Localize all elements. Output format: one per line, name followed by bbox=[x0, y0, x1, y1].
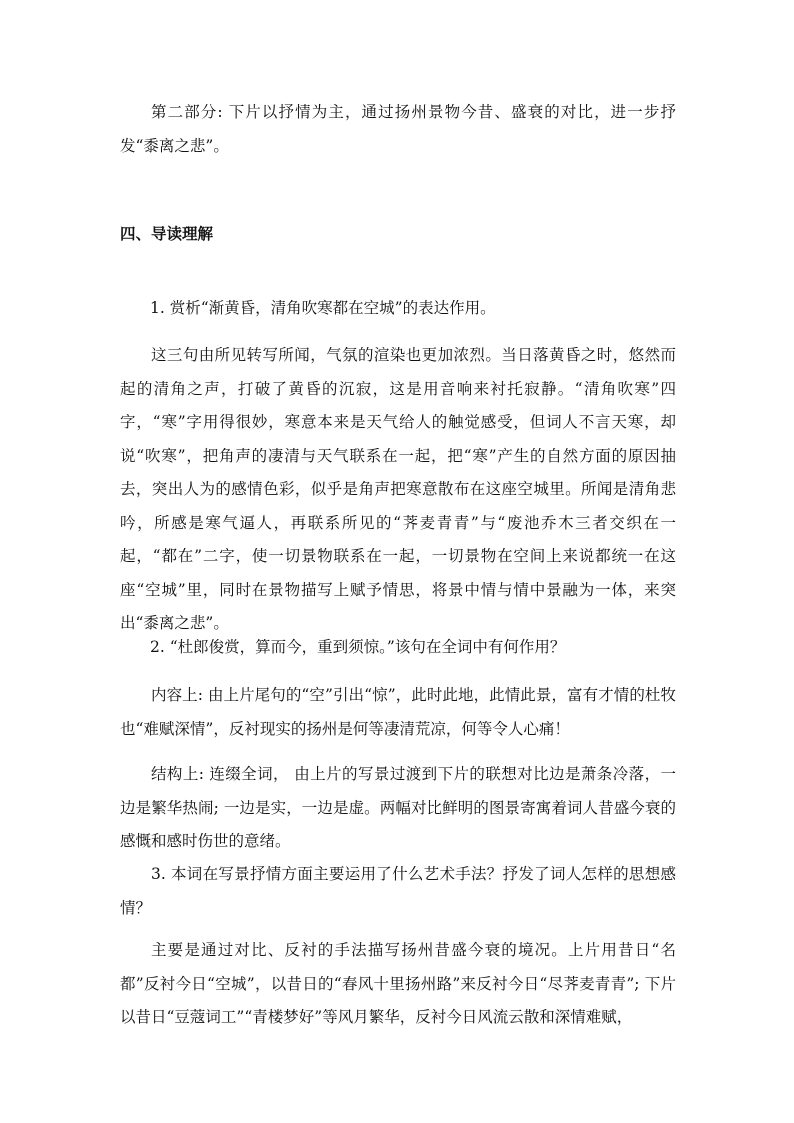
answer-2-structure: 结构上: 连缀全词， 由上片的写景过渡到下片的联想对比边是萧条冷落，一边是繁华热闹; 一边是实，一边是虚。两幅对比鲜明的图景寄寓着词人昔盛今衰的感慨和感时伤世的意绪。 bbox=[120, 765, 676, 850]
section-heading: 四、导读理解 bbox=[120, 225, 214, 243]
answer-1: 这三句由所见转写所闻，气氛的渲染也更加浓烈。当日落黄昏之时，悠然而起的清角之声，打破了黄昏的沉寂，这是用音响来衬托寂静。“清角吹寒”四字，“寒”字用得很妙，寒意本来是天气给人的触觉感受，但词人不言天寒，却说“吹寒”，把角声的凄清与天气联系在一起，把“寒”产生的自然方面的原因抽去，突出人为的感情色彩，似乎是角声把寒意散布在这座空城里。所闻是清角悲吟，所感是寒气逼人，再联系所见的“荠麦青青”与“废池乔木三者交织在一起，“都在”二字，使一切景物联系在一起，一切景物在空间上来说都统一在这座“空城”里，同时在景物描写上赋予情思，将景中情与情中景融为一体，来突出“黍离之悲”。 bbox=[120, 346, 676, 632]
question-2: 2. “杜郎俊赏，算而今，重到须惊。”该句在全词中有何作用？ bbox=[150, 638, 566, 656]
question-3: 3. 本词在写景抒情方面主要运用了什么艺术手法？抒发了词人怎样的思想感情？ bbox=[120, 865, 676, 917]
answer-2-content: 内容上: 由上片尾句的“空”引出“惊”，此时此地，此情此景，富有才情的杜牧也“难赋深情”，反衬现实的扬州是何等凄清荒凉，何等令人心痛！ bbox=[120, 686, 676, 738]
paragraph-part-two: 第二部分: 下片以抒情为主，通过扬州景物今昔、盛衰的对比，进一步抒发“黍离之悲”。 bbox=[120, 103, 676, 155]
question-1: 1. 赏析“渐黄昏，清角吹寒都在空城”的表达作用。 bbox=[150, 299, 496, 317]
answer-3: 主要是通过对比、反衬的手法描写扬州昔盛今衰的境况。上片用昔日“名都”反衬今日“空城”，以昔日的“春风十里扬州路”来反衬今日“尽荠麦青青”; 下片以昔日“豆蔻词工”“青楼梦好”等风月繁华，反衬今日风流云散和深情难赋， bbox=[120, 941, 676, 1026]
